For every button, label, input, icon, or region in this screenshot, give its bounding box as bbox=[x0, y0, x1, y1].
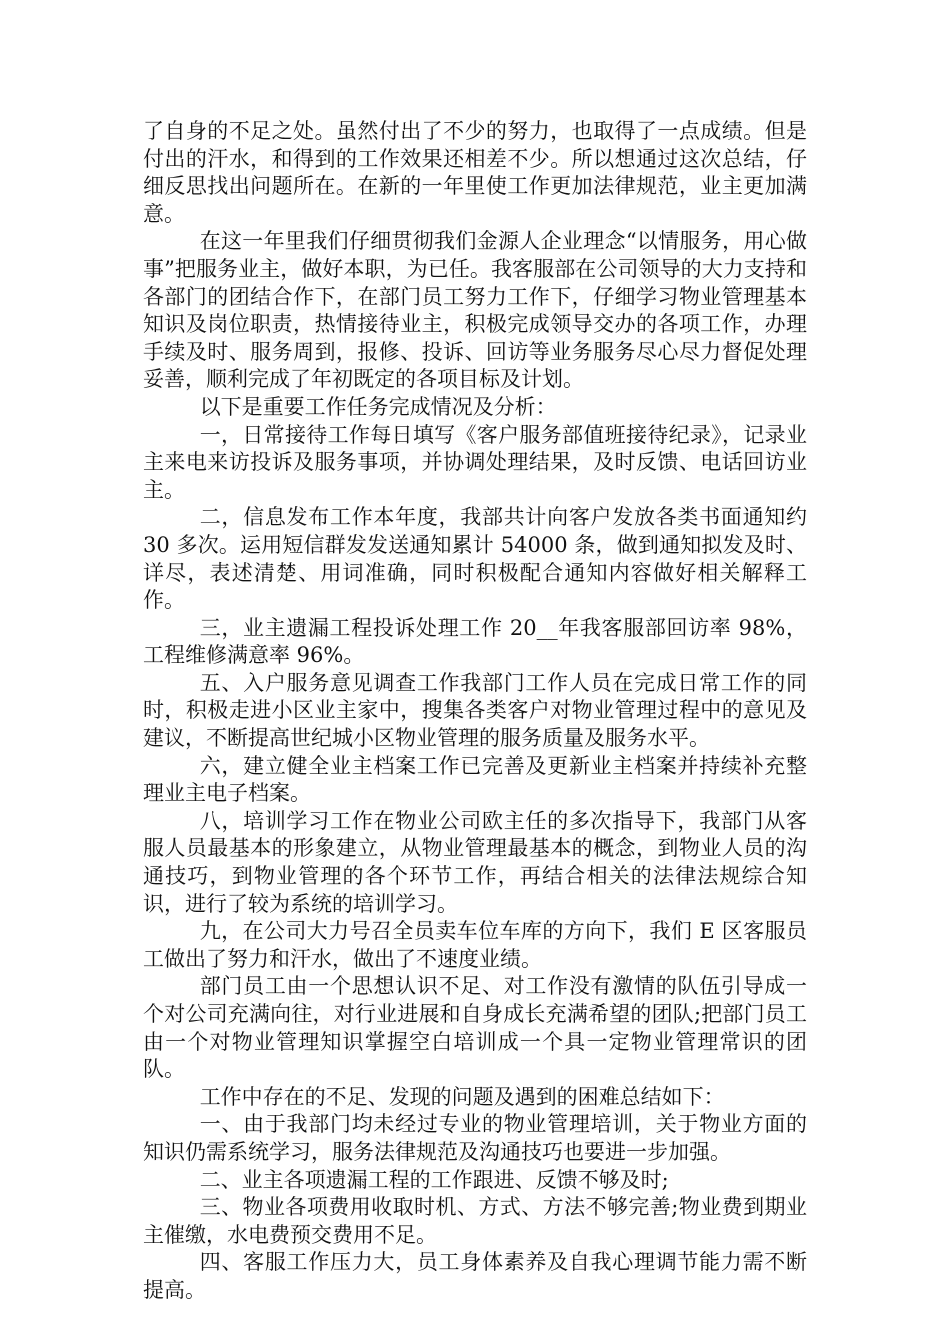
paragraph-12: 工作中存在的不足、发现的问题及遇到的困难总结如下： bbox=[199, 1084, 725, 1109]
paragraph-1: 了自身的不足之处。虽然付出了不少的努力，也取得了一点成绩。但是付出的汗水，和得到的工作效果还相差不少。所以想通过这次总结，仔细反思找出问题所在。在新的一年里使工作更加法律规范，业主更加满意。 bbox=[143, 119, 807, 226]
paragraph-7: 五、入户服务意见调查工作我部门工作人员在完成日常工作的同时，积极走进小区业主家中，搜集各类客户对物业管理过程中的意见及建议，不断提高世纪城小区物业管理的服务质量及服务水平。 bbox=[143, 670, 807, 751]
paragraph-6: 三，业主遗漏工程投诉处理工作 20__年我客服部回访率 98%，工程维修满意率 96%。 bbox=[143, 615, 807, 668]
paragraph-13: 一、由于我部门均未经过专业的物业管理培训，关于物业方面的知识仍需系统学习，服务法律规范及沟通技巧也要进一步加强。 bbox=[143, 1112, 807, 1164]
paragraph-2: 在这一年里我们仔细贯彻我们金源人企业理念“以情服务，用心做事”把服务业主，做好本职，为已任。我客服部在公司领导的大力支持和各部门的团结合作下，在部门员工努力工作下，仔细学习物业管理基本知识及岗位职责，热情接待业主，积极完成领导交办的各项工作，办理手续及时、服务周到，报修、投诉、回访等业务服务尽心尽力督促处理妥善，顺利完成了年初既定的各项目标及计划。 bbox=[143, 229, 807, 392]
paragraph-3: 以下是重要工作任务完成情况及分析： bbox=[199, 394, 557, 419]
paragraph-4: 一，日常接待工作每日填写《客户服务部值班接待纪录》，记录业主来电来访投诉及服务事项，并协调处理结果，及时反馈、电话回访业主。 bbox=[143, 422, 807, 502]
paragraph-9: 八，培训学习工作在物业公司欧主任的多次指导下，我部门从客服人员最基本的形象建立，从物业管理最基本的概念，到物业人员的沟通技巧，到物业管理的各个环节工作，再结合相关的法律法规综合知识，进行了较为系统的培训学习。 bbox=[143, 808, 807, 916]
paragraph-15: 三、物业各项费用收取时机、方式、方法不够完善;物业费到期业主催缴，水电费预交费用不足。 bbox=[143, 1195, 807, 1247]
paragraph-14: 二、业主各项遗漏工程的工作跟进、反馈不够及时; bbox=[199, 1167, 669, 1192]
paragraph-8: 六，建立健全业主档案工作已完善及更新业主档案并持续补充整理业主电子档案。 bbox=[143, 753, 807, 806]
paragraph-10: 九，在公司大力号召全员卖车位车库的方向下，我们 E 区客服员工做出了努力和汗水，做出了不速度业绩。 bbox=[143, 919, 807, 971]
document-body bbox=[143, 118, 807, 1305]
paragraph-16: 四、客服工作压力大，员工身体素养及自我心理调节能力需不断提高。 bbox=[143, 1250, 807, 1302]
paragraph-11: 部门员工由一个思想认识不足、对工作没有激情的队伍引导成一个对公司充满向往，对行业进展和自身成长充满希望的团队;把部门员工由一个对物业管理知识掌握空白培训成一个具一定物业管理常识的团队。 bbox=[143, 974, 807, 1082]
paragraph-5: 二，信息发布工作本年度，我部共计向客户发放各类书面通知约 30 多次。运用短信群发发送通知累计 54000 条，做到通知拟发及时、详尽，表述清楚、用词准确，同时积极配合通知内容做好相关解释工作。 bbox=[143, 505, 807, 613]
